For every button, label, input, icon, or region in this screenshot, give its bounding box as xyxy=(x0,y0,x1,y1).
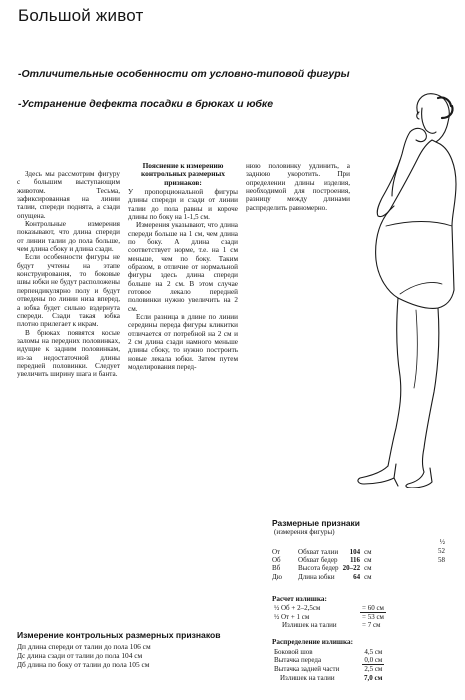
size-name: Обхват талии xyxy=(298,548,339,556)
margin-mark: ½ xyxy=(439,538,445,546)
size-code: Об xyxy=(272,556,281,565)
control-measurements xyxy=(17,630,267,670)
explanation-heading: Пояснение к измерению контрольных размерных признаков: xyxy=(141,161,225,187)
size-unit: см xyxy=(364,564,372,573)
distribution-row xyxy=(272,665,384,674)
calc-result: = 60 см xyxy=(362,604,384,612)
distribution-heading: Распределение излишка: xyxy=(272,638,354,646)
belly-outline xyxy=(376,206,398,298)
text-column-2 xyxy=(128,162,238,371)
margin-marks xyxy=(438,538,445,565)
size-row xyxy=(270,556,374,564)
calc-table xyxy=(272,604,386,630)
distribution-row xyxy=(272,648,384,656)
distribution-name: Вытачка переда xyxy=(274,656,322,665)
size-unit: см xyxy=(364,548,372,556)
col1-paragraph: Здесь мы рассмотрим фигуру с большим выступающим животом. Тесьма, зафиксированная на линии талии, спереди поднята, а сзади опущена. xyxy=(17,170,120,220)
size-value: 116 xyxy=(349,556,361,565)
body-silhouette-figure xyxy=(330,88,460,488)
calc-row xyxy=(272,621,386,629)
col2-paragraph: У пропорциональной фигуры длины спереди и сзади от линии талии до пола равны и короче длины по боку на 1-1,5 см. xyxy=(128,187,238,221)
size-code: От xyxy=(272,548,281,556)
size-unit: см xyxy=(364,572,372,581)
front-leg xyxy=(388,298,401,466)
distribution-row xyxy=(272,656,384,665)
calc-formula: Излишек на талии xyxy=(282,621,337,630)
size-subheading: (измерения фигуры) xyxy=(274,528,335,536)
col3-paragraph: нюю половинку удлинить, а заднюю укоротить. При определении длины изделия, необходимой для построения, разницу между длинами распределить равномерно. xyxy=(246,162,350,212)
size-row xyxy=(270,548,374,556)
size-value: 20–22 xyxy=(342,564,361,573)
measurements-heading: Измерение контрольных размерных признаков xyxy=(17,630,221,640)
size-code: Вб xyxy=(272,564,281,573)
col1-paragraph: Контрольные измерения показывают, что длина спереди от линии талии до пола больше, чем длина сбоку и длина сзади. xyxy=(17,220,120,254)
measurement-row: Дп длина спереди от талии до пола 106 см xyxy=(17,642,151,651)
distribution-value: 0,0 см xyxy=(364,656,383,665)
distribution-name: Излишек на талии xyxy=(280,673,335,682)
size-name: Длина юбки xyxy=(298,572,335,581)
calc-formula: ½ От + 1 см xyxy=(274,612,310,621)
calc-row xyxy=(272,604,386,613)
size-name: Высота бедер xyxy=(298,564,339,573)
page-title: Большой живот xyxy=(18,6,144,25)
calc-formula: ½ Об + 2–2,5см xyxy=(274,604,321,612)
size-value: 64 xyxy=(353,572,361,581)
size-value: 104 xyxy=(349,548,361,556)
calc-row xyxy=(272,613,386,622)
size-table xyxy=(270,548,374,581)
col1-paragraph: В брюках появятся косые заломы на передних половинках, идущие к задним половинкам, из-за недостаточной длины передней половинки. Следует увеличить ширину шага и банта. xyxy=(17,328,120,379)
margin-mark: 52 xyxy=(438,547,445,555)
distribution-name: Боковой шов xyxy=(274,648,313,656)
margin-mark: 58 xyxy=(438,556,445,564)
distribution-value: 2,5 см xyxy=(362,665,384,674)
distribution-value: 4,5 см xyxy=(364,648,383,656)
size-measurements-panel xyxy=(272,518,452,536)
size-row xyxy=(270,564,374,572)
col1-paragraph: Если особенности фигуры не будут учтены на этапе конструирования, то боковые швы юбки не будут расположены перпендикулярно полу и будут отведены по линии низа вперед, а юбка будет сильно вздернута спереди. Сзади такая юбка плотно прилегает к икрам. xyxy=(17,253,120,329)
calc-result: = 53 см xyxy=(362,613,384,622)
calc-heading: Расчет излишка: xyxy=(272,595,327,603)
distribution-row xyxy=(272,674,384,682)
col2-paragraph: Измерения указывают, что длина спереди больше на 1 см, чем длина по боку. А длина сзади соответствует норме, т.е. на 1 см меньше, чем по боку. Таким образом, в отличие от нормальной фигуры здесь длина спереди больше на 2 см. В этом случае готовое лекало передней половинки нужно увеличить на 2 см. xyxy=(128,221,238,313)
calc-result: = 7 см xyxy=(362,621,381,630)
size-code: Дю xyxy=(272,572,283,581)
distribution-value: 7,0 см xyxy=(364,673,383,682)
subtitle-features: -Отличительные особенности от условно-типовой фигуры xyxy=(18,68,350,80)
size-unit: см xyxy=(364,556,372,565)
distribution-table xyxy=(272,648,384,682)
col2-paragraph: Если разница в длине по линии середины переда фигуры кликитки отличается от потребной на 2 см и 2 см длина сзади намного меньше длины сбоку, то нужно построить новые лекала юбки. Затем путем моделирования перед- xyxy=(128,313,238,372)
subtitle-correction: -Устранение дефекта посадки в брюках и юбке xyxy=(18,98,274,110)
measurement-row: Дс длина сзади от талии до пола 104 см xyxy=(17,651,143,661)
size-name: Обхват бедер xyxy=(298,556,338,565)
measurement-row: Дб длина по боку от талии до пола 105 см xyxy=(17,660,150,670)
size-heading: Размерные признаки xyxy=(272,518,360,528)
distribution-name: Вытачка задней части xyxy=(274,664,340,673)
back-leg xyxy=(423,308,439,472)
size-row xyxy=(270,573,374,581)
arm-front xyxy=(377,132,440,217)
text-column-1 xyxy=(17,170,120,379)
